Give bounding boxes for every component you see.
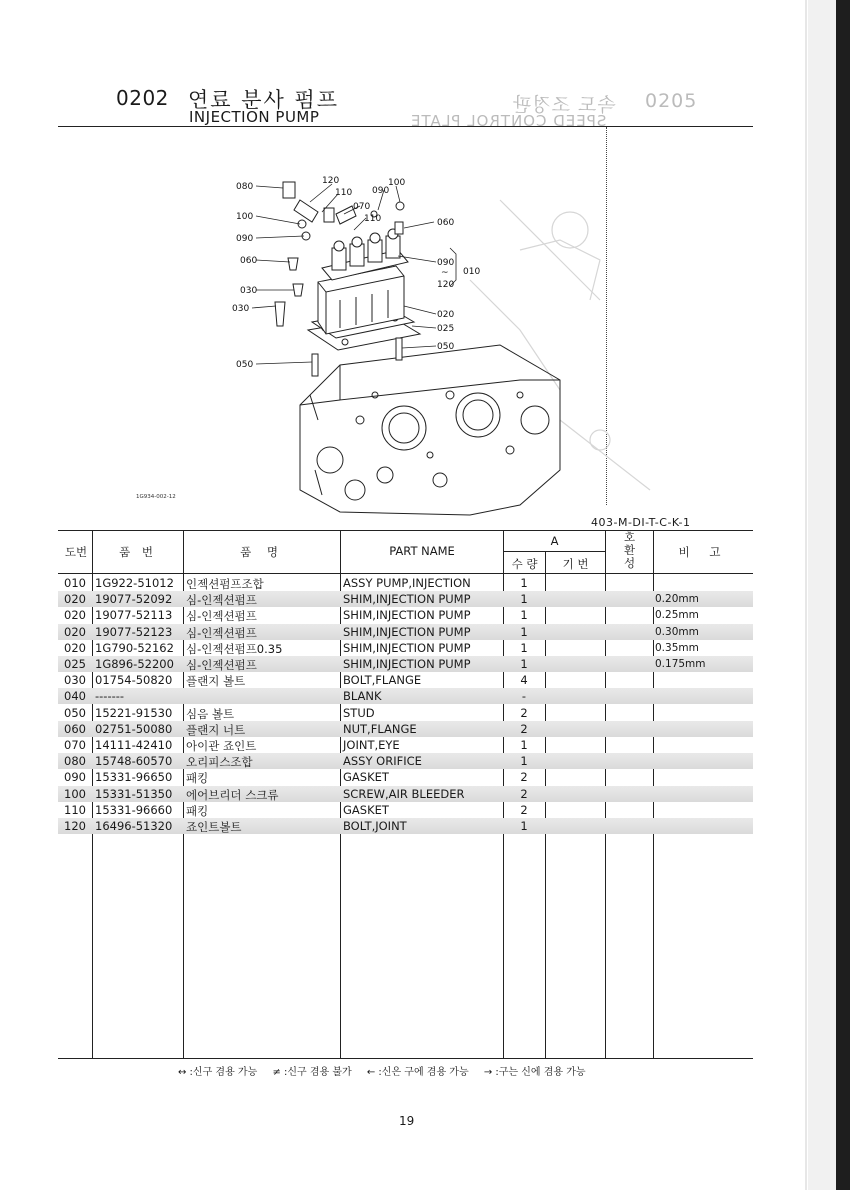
part-name-cell: STUD (343, 705, 375, 720)
table-row (58, 607, 753, 623)
qty-cell: 2 (520, 721, 528, 736)
name-ko-cell: 오리피스조합 (186, 755, 253, 770)
bleed-through-code: 0205 (645, 90, 698, 112)
name-ko-cell: 심-인젝션펌프 (186, 625, 257, 640)
diagram-ref-code: 1G934-002-12 (136, 494, 176, 500)
part-name-cell: JOINT,EYE (343, 738, 400, 752)
svg-text:120: 120 (437, 280, 455, 290)
ref-no-cell: 020 (64, 624, 86, 639)
name-ko-cell: 인젝션펌프조합 (186, 577, 264, 591)
ref-no-cell: 110 (64, 802, 86, 817)
part-no-cell: 19077-52092 (95, 592, 173, 607)
part-name-cell: BOLT,FLANGE (343, 673, 422, 688)
page-title-english: INJECTION PUMP (189, 108, 320, 126)
svg-text:050: 050 (236, 360, 254, 370)
remarks-cell: 0.175mm (655, 658, 706, 670)
part-no-cell: 19077-52113 (95, 608, 173, 623)
header-interchange: 호 환 성 (623, 530, 636, 570)
qty-cell: 1 (520, 592, 528, 607)
part-no-cell: 1G922-51012 (95, 576, 174, 590)
qty-cell: - (521, 689, 527, 704)
part-name-cell: NUT,FLANGE (343, 721, 417, 736)
remarks-cell: 0.35mm (655, 641, 699, 654)
header-part-no: 품 번 (119, 545, 157, 559)
table-row (58, 656, 753, 672)
ref-no-cell: 100 (64, 786, 86, 801)
part-no-cell: 01754-50820 (95, 673, 173, 688)
qty-cell: 1 (520, 819, 528, 833)
part-no-cell: 1G790-52162 (95, 640, 174, 655)
table-row (58, 818, 753, 834)
section-code: 0202 (116, 86, 169, 110)
part-name-cell: SCREW,AIR BLEEDER (343, 786, 465, 801)
name-ko-cell: 에어브리더 스크류 (186, 787, 279, 802)
bleed-through-title: 속도 조정판 (512, 94, 616, 116)
qty-cell: 1 (520, 576, 528, 590)
legend-item: ≠ :신구 겸용 불가 (272, 1067, 352, 1078)
ref-no-cell: 080 (64, 754, 86, 769)
table-header-rule (58, 573, 753, 574)
name-ko-cell: 죠인트볼트 (186, 820, 242, 834)
header-remarks: 비 고 (678, 545, 729, 559)
qty-cell: 1 (520, 657, 528, 671)
part-name-cell: ASSY ORIFICE (343, 754, 422, 769)
table-row (58, 769, 753, 785)
part-no-cell: 15331-96650 (95, 770, 173, 785)
part-name-cell: BOLT,JOINT (343, 819, 407, 833)
remarks-cell: 0.25mm (655, 609, 699, 622)
engine-block (300, 345, 560, 515)
header-base: 기 번 (562, 557, 589, 571)
qty-cell: 1 (520, 640, 528, 655)
header-ref-no: 도번 (64, 545, 88, 559)
header-name-ko: 품 명 (240, 545, 284, 559)
ref-no-cell: 050 (64, 705, 86, 720)
name-ko-cell: 플랜지 볼트 (186, 674, 246, 689)
part-name-cell: SHIM,INJECTION PUMP (343, 624, 471, 639)
svg-text:030: 030 (240, 286, 258, 296)
part-name-cell: GASKET (343, 802, 389, 817)
table-row (58, 688, 753, 704)
header-rule (58, 126, 753, 127)
part-no-cell: ------- (95, 689, 125, 704)
part-no-cell: 14111-42410 (95, 738, 173, 752)
header-qty: 수 량 (511, 557, 538, 571)
page-number: 19 (399, 1114, 415, 1128)
ref-no-cell: 020 (64, 640, 86, 655)
ref-no-cell: 060 (64, 721, 86, 736)
ref-no-cell: 040 (64, 689, 86, 704)
table-row (58, 721, 753, 737)
qty-cell: 2 (520, 770, 528, 785)
qty-cell: 2 (520, 786, 528, 801)
table-row (58, 786, 753, 802)
legend-item: ← :신은 구에 겸용 가능 (366, 1067, 469, 1078)
svg-text:030: 030 (232, 304, 250, 314)
part-name-cell: SHIM,INJECTION PUMP (343, 640, 471, 655)
part-name-cell: GASKET (343, 770, 389, 785)
qty-cell: 2 (520, 802, 528, 817)
table-row (58, 640, 753, 656)
qty-cell: 4 (520, 673, 528, 688)
interchangeability-legend (178, 1063, 598, 1078)
svg-text:080: 080 (236, 182, 254, 192)
part-name-cell: SHIM,INJECTION PUMP (343, 608, 471, 623)
name-ko-cell: 아이관 죠인트 (186, 739, 257, 753)
page-title-korean: 연료 분사 펌프 (188, 88, 340, 112)
name-ko-cell: 심-인젝션펌프 (186, 593, 257, 608)
svg-text:~: ~ (441, 268, 449, 278)
qty-cell: 2 (520, 705, 528, 720)
ref-no-cell: 030 (64, 673, 86, 688)
part-no-cell: 02751-50080 (95, 721, 173, 736)
svg-text:020: 020 (437, 310, 455, 320)
part-name-cell: SHIM,INJECTION PUMP (343, 657, 471, 671)
part-name-cell: ASSY PUMP,INJECTION (343, 576, 471, 590)
svg-text:120: 120 (322, 176, 340, 186)
table-row (58, 672, 753, 688)
part-no-cell: 19077-52123 (95, 624, 173, 639)
header-group-a: A (550, 534, 559, 548)
table-bottom-rule (58, 1058, 753, 1059)
table-row (58, 737, 753, 753)
svg-text:100: 100 (388, 178, 406, 188)
name-ko-cell: 심음 볼트 (186, 706, 235, 721)
legend-item: → :구는 신에 겸용 가능 (483, 1067, 586, 1078)
exploded-parts-diagram (120, 160, 660, 520)
table-row (58, 575, 753, 591)
ref-no-cell: 120 (64, 819, 86, 833)
part-name-cell: SHIM,INJECTION PUMP (343, 592, 471, 607)
part-no-cell: 1G896-52200 (95, 657, 174, 671)
part-no-cell: 15331-51350 (95, 786, 173, 801)
table-row (58, 753, 753, 769)
part-no-cell: 15331-96660 (95, 802, 173, 817)
table-row (58, 624, 753, 640)
ref-no-cell: 010 (64, 576, 86, 590)
svg-text:050: 050 (437, 342, 455, 352)
qty-cell: 1 (520, 624, 528, 639)
table-row (58, 591, 753, 607)
remarks-cell: 0.30mm (655, 625, 699, 638)
svg-text:110: 110 (364, 214, 382, 224)
subheader-rule (503, 551, 605, 552)
name-ko-cell: 심-인젝션펌프 (186, 609, 257, 624)
part-no-cell: 16496-51320 (95, 819, 173, 833)
svg-text:025: 025 (437, 324, 455, 334)
svg-text:100: 100 (236, 212, 254, 222)
ref-no-cell: 020 (64, 592, 86, 607)
name-ko-cell: 패킹 (186, 771, 209, 786)
ref-no-cell: 070 (64, 738, 86, 752)
header-part-name: PART NAME (389, 544, 455, 558)
ref-no-cell: 090 (64, 770, 86, 785)
svg-text:110: 110 (335, 188, 353, 198)
table-row (58, 802, 753, 818)
ref-no-cell: 020 (64, 608, 86, 623)
name-ko-cell: 패킹 (186, 803, 209, 818)
part-no-cell: 15748-60570 (95, 754, 173, 769)
svg-text:070: 070 (353, 202, 371, 212)
remarks-cell: 0.20mm (655, 593, 699, 606)
legend-item: ↔ :신구 겸용 가능 (178, 1067, 258, 1078)
name-ko-cell: 심-인젝션펌프0.35 (186, 641, 283, 656)
name-ko-cell: 플랜지 너트 (186, 722, 246, 737)
svg-text:010: 010 (463, 267, 481, 277)
svg-text:090: 090 (372, 186, 390, 196)
ref-no-cell: 025 (64, 657, 86, 671)
name-ko-cell: 심-인젝션펌프 (186, 658, 257, 672)
qty-cell: 1 (520, 608, 528, 623)
part-no-cell: 15221-91530 (95, 705, 173, 720)
svg-text:090: 090 (437, 258, 455, 268)
qty-cell: 1 (520, 738, 528, 752)
table-row (58, 705, 753, 721)
bleed-through-subtitle: SPEED CONTROL PLATE (410, 112, 607, 130)
svg-text:090: 090 (236, 234, 254, 244)
svg-text:060: 060 (437, 218, 455, 228)
figure-reference: 403-M-DI-T-C-K-1 (591, 516, 691, 529)
part-name-cell: BLANK (343, 689, 382, 704)
qty-cell: 1 (520, 754, 528, 769)
svg-text:060: 060 (240, 256, 258, 266)
